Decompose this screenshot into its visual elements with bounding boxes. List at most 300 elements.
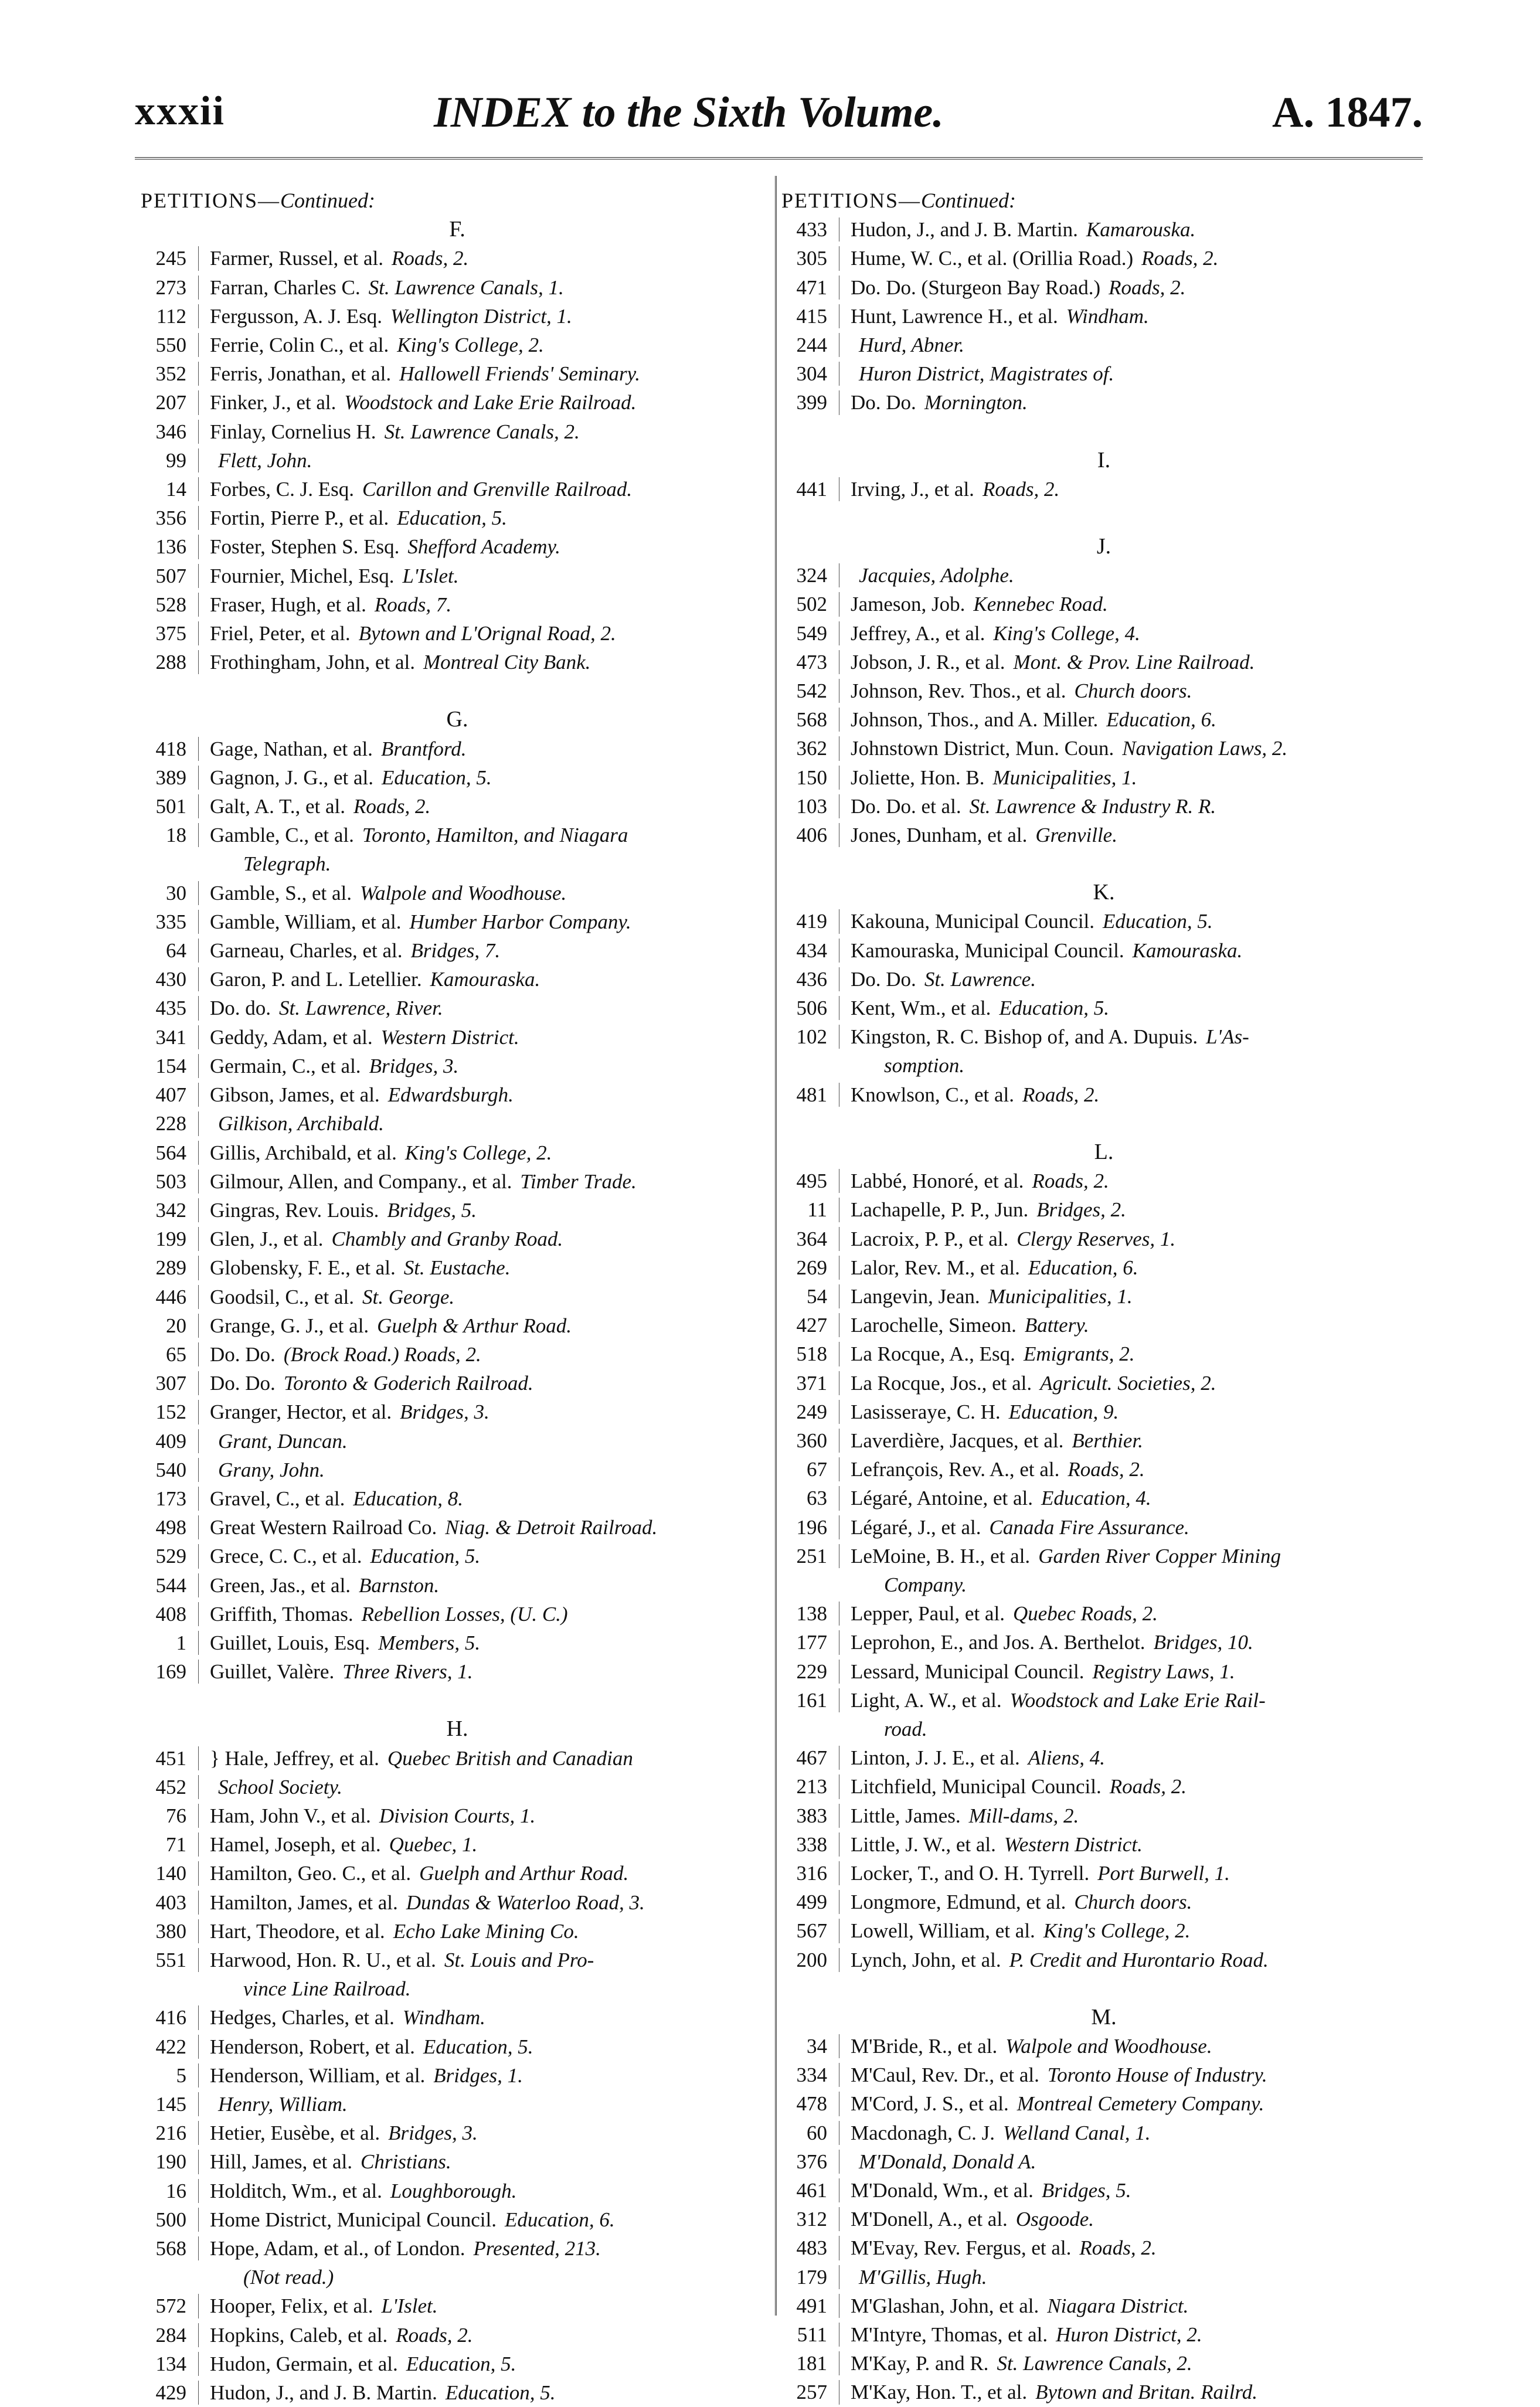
entry-rule (198, 333, 199, 357)
entry-number: 356 (155, 506, 186, 530)
entry-number: 375 (155, 622, 186, 645)
index-entry (781, 1772, 1426, 1801)
section-letter: L. (1094, 1139, 1114, 1164)
index-entry (141, 2177, 774, 2205)
entry-topic: Carillon and Grenville Railroad. (362, 478, 633, 501)
entry-number: 529 (155, 1545, 186, 1568)
entry-name: Guillet, Louis, Esq. (210, 1631, 370, 1654)
entry-topic: Edwardsburgh. (387, 1083, 514, 1107)
entry-number: 352 (155, 362, 186, 386)
entry-name: M'Intyre, Thomas, et al. (851, 2323, 1048, 2347)
index-entry (781, 648, 1426, 676)
entry-name: Gilmour, Allen, and Company., et al. (210, 1169, 512, 1193)
entry-number: 1 (176, 1631, 186, 1654)
entry-rule (198, 390, 199, 414)
entry-number: 407 (155, 1083, 186, 1107)
index-entry (781, 763, 1426, 792)
entry-topic: Bridges, 5. (387, 1198, 477, 1222)
entry-rule (198, 2063, 199, 2088)
index-entry (781, 1282, 1426, 1311)
index-entry (781, 1080, 1426, 1109)
entry-name: Gibson, James, et al. (210, 1083, 380, 1107)
entry-topic: Education, 9. (1008, 1400, 1119, 1423)
index-entry (781, 2032, 1426, 2061)
entry-name: Kamouraska, Municipal Council. (851, 939, 1124, 962)
entry-rule (198, 1083, 199, 1107)
entry-topic: Battery. (1024, 1314, 1089, 1337)
entry-name: Do. Do. (851, 967, 916, 991)
entry-name: Longmore, Edmund, et al. (851, 1891, 1066, 1914)
section-letter: F. (449, 217, 465, 242)
entry-topic: St. Lawrence Canals, 1. (368, 276, 564, 299)
entry-number: 380 (155, 1919, 186, 1943)
entry-name: } Hale, Jeffrey, et al. (210, 1746, 379, 1770)
entry-number: 334 (796, 2063, 827, 2087)
entry-rule (198, 2035, 199, 2059)
entry-name: Jameson, Job. (851, 593, 966, 616)
entry-name: Kingston, R. C. Bishop of, and A. Dupuis. (851, 1025, 1198, 1049)
entry-topic: Bridges, 3. (400, 1400, 489, 1424)
index-entry (781, 965, 1426, 994)
entry-topic: Western District. (380, 1025, 519, 1049)
entry-topic: Bridges, 1. (433, 2063, 523, 2087)
entry-number: 207 (155, 391, 186, 414)
entry-number: 483 (796, 2236, 827, 2260)
entry-name: M'Evay, Rev. Fergus, et al. (851, 2236, 1072, 2260)
entry-topic: Mill-dams, 2. (968, 1804, 1079, 1827)
index-entry (781, 590, 1426, 618)
index-entry (781, 1743, 1426, 1772)
entry-topic: Bridges, 3. (388, 2122, 478, 2145)
entry-topic: Humber Harbor Company. (409, 910, 631, 933)
entry-rule (198, 996, 199, 1020)
entry-topic: Roads, 2. (1079, 2236, 1157, 2260)
entry-name: Hetier, Eusèbe, et al. (210, 2122, 380, 2145)
entry-rule (198, 304, 199, 328)
entry-name: Kakouna, Municipal Council. (851, 910, 1095, 933)
entry-number: 499 (796, 1891, 827, 1914)
index-entry (141, 590, 774, 619)
entry-name: M'Donald, Wm., et al. (851, 2179, 1034, 2202)
entry-topic: Roads, 2. (1022, 1083, 1100, 1106)
year-label: A. 1847. (1272, 89, 1423, 137)
index-entry (141, 1657, 774, 1686)
entry-name: Harwood, Hon. R. U., et al. (210, 1948, 436, 1971)
entry-topic: Niagara District. (1047, 2294, 1189, 2317)
section-letter: K. (1093, 880, 1115, 905)
entry-name: M'Glashan, John, et al. (851, 2294, 1039, 2317)
entry-number: 511 (797, 2323, 827, 2347)
entry-number: 568 (796, 708, 827, 732)
entry-topic: King's College, 2. (1043, 1919, 1191, 1943)
entry-continuation: somption. (884, 1054, 965, 1077)
entry-topic: M'Gillis, Hugh. (859, 2265, 987, 2289)
entry-rule (198, 477, 199, 501)
entry-topic: Bytown and L'Orignal Road, 2. (358, 622, 616, 645)
entry-number: 305 (796, 247, 827, 270)
entry-number: 542 (796, 679, 827, 703)
entry-name: Johnstown District, Mun. Coun. (851, 737, 1114, 760)
entry-continuation: (Not read.) (243, 2266, 334, 2289)
index-entry (781, 1916, 1426, 1945)
entry-topic: Navigation Laws, 2. (1122, 737, 1288, 760)
index-entry (141, 1600, 774, 1629)
entry-name: Little, James. (851, 1804, 961, 1827)
index-entry (141, 1484, 774, 1513)
index-entry (781, 2061, 1426, 2089)
index-entry (141, 504, 774, 532)
entry-rule (198, 1948, 199, 1972)
entry-name: Hume, W. C., et al. (Orillia Road.) (851, 247, 1134, 270)
entry-number: 161 (796, 1688, 827, 1712)
entry-rule (198, 1515, 199, 1539)
section-gap (141, 1686, 774, 1715)
entry-number: 304 (796, 362, 827, 386)
index-entry (141, 2119, 774, 2147)
entry-number: 152 (155, 1400, 186, 1424)
entry-number: 461 (796, 2179, 827, 2202)
index-entry (141, 1629, 774, 1657)
entry-rule (198, 1602, 199, 1626)
entry-rule (198, 564, 199, 588)
entry-name: Langevin, Jean. (851, 1284, 980, 1308)
entry-rule (198, 2208, 199, 2232)
entry-topic: Education, 6. (1028, 1256, 1138, 1279)
entry-topic: Huron District, Magistrates of. (859, 362, 1114, 386)
entry-rule (198, 1487, 199, 1511)
entry-number: 478 (796, 2092, 827, 2116)
index-entry (781, 2176, 1426, 2205)
page-header (0, 88, 1540, 152)
entry-rule (198, 1804, 199, 1828)
index-entry (781, 2089, 1426, 2118)
entry-name: Foster, Stephen S. Esq. (210, 535, 400, 559)
entry-topic: Church doors. (1074, 679, 1192, 703)
entry-number: 540 (155, 1458, 186, 1481)
entry-topic: St. Lawrence Canals, 2. (997, 2352, 1192, 2375)
index-entry (781, 1253, 1426, 1282)
index-entry (781, 792, 1426, 821)
entry-number: 572 (155, 2294, 186, 2318)
entry-name: Hope, Adam, et al., of London. (210, 2237, 465, 2260)
entry-number: 76 (166, 1804, 186, 1827)
entry-name: Hamilton, James, et al. (210, 1891, 398, 1914)
entry-number: 436 (796, 967, 827, 991)
index-entry (781, 2233, 1426, 2262)
entry-number: 20 (166, 1314, 186, 1337)
entry-rule (198, 1169, 199, 1194)
entry-topic: Bridges, 5. (1041, 2179, 1131, 2202)
entry-rule (198, 276, 199, 300)
entry-number: 501 (155, 795, 186, 818)
entry-number: 64 (166, 939, 186, 963)
entry-number: 138 (796, 1602, 827, 1626)
entry-number: 418 (155, 737, 186, 760)
index-entry (141, 2205, 774, 2234)
entry-name: Joliette, Hon. B. (851, 766, 985, 789)
entry-rule (198, 881, 199, 905)
entry-number: 244 (796, 334, 827, 357)
entry-name: M'Kay, P. and R. (851, 2352, 989, 2375)
entry-name: Légaré, J., et al. (851, 1515, 981, 1539)
entry-name: Macdonagh, C. J. (851, 2121, 995, 2144)
entry-number: 5 (176, 2063, 186, 2087)
entry-number: 228 (155, 1112, 186, 1135)
entry-topic: Wellington District, 1. (390, 304, 572, 328)
entry-number: 16 (166, 2179, 186, 2202)
entry-number: 389 (155, 766, 186, 789)
index-entry (141, 1109, 774, 1138)
entry-number: 18 (166, 824, 186, 847)
heading-main: PETITIONS— (781, 189, 921, 212)
entry-rule (198, 1400, 199, 1424)
entry-rule (198, 2381, 199, 2405)
entry-topic: Toronto & Goderich Railroad. (283, 1372, 533, 1395)
entry-number: 335 (155, 910, 186, 933)
entry-name: La Rocque, Jos., et al. (851, 1371, 1032, 1395)
entry-rule (198, 910, 199, 934)
index-entry (141, 1946, 774, 1974)
column-divider (775, 176, 777, 2316)
entry-name: Germain, C., et al. (210, 1054, 361, 1077)
entry-number: 415 (796, 304, 827, 328)
entry-name: Ferris, Jonathan, et al. (210, 362, 392, 386)
entry-number: 169 (155, 1660, 186, 1684)
index-entry (141, 907, 774, 936)
entry-number: 551 (155, 1948, 186, 1971)
index-entry (781, 215, 1426, 244)
entry-number: 473 (796, 650, 827, 674)
entry-rule (198, 1227, 199, 1251)
entry-name: Do. Do. (851, 391, 916, 414)
entry-continuation: road. (884, 1717, 927, 1740)
index-entry (781, 244, 1426, 273)
entry-topic: Timber Trade. (520, 1169, 637, 1193)
entry-topic: Toronto House of Industry. (1047, 2063, 1267, 2087)
entry-topic: Windham. (1066, 304, 1149, 328)
entry-topic: L'Islet. (381, 2294, 438, 2318)
entry-topic: Bridges, 2. (1036, 1198, 1126, 1222)
entry-topic: Division Courts, 1. (379, 1804, 536, 1827)
index-entry (141, 936, 774, 965)
entry-rule (198, 1256, 199, 1280)
entry-topic: Presented, 213. (473, 2237, 601, 2260)
entry-topic: P. Credit and Hurontario Road. (1009, 1948, 1269, 1971)
entry-name: Lachapelle, P. P., Jun. (851, 1198, 1029, 1222)
index-entry (141, 2061, 774, 2090)
entry-name: Hunt, Lawrence H., et al. (851, 304, 1058, 328)
entry-topic: M'Donald, Donald A. (859, 2150, 1036, 2173)
index-entry (781, 1167, 1426, 1195)
entry-number: 452 (155, 1775, 186, 1799)
index-entry (781, 2147, 1426, 2176)
section-gap (781, 1109, 1426, 1138)
entry-topic: King's College, 2. (397, 334, 544, 357)
index-entry (141, 1225, 774, 1253)
index-entry (141, 532, 774, 561)
entry-name: Lepper, Paul, et al. (851, 1602, 1005, 1626)
entry-topic: Port Burwell, 1. (1097, 1861, 1230, 1885)
entry-name: Jeffrey, A., et al. (851, 621, 985, 645)
index-entry (141, 1571, 774, 1600)
index-entry (781, 907, 1426, 936)
section-gap (141, 676, 774, 705)
entry-name: Farmer, Russel, et al. (210, 247, 384, 270)
entry-topic: Roads, 2. (1109, 276, 1186, 299)
entry-number: 481 (796, 1083, 827, 1106)
entry-name: Litchfield, Municipal Council. (851, 1775, 1102, 1799)
index-entry (141, 302, 774, 331)
entry-topic: Barnston. (359, 1573, 440, 1597)
entry-rule (198, 766, 199, 790)
entry-topic: Education, 5. (999, 997, 1110, 1020)
entry-topic: Roads, 2. (982, 477, 1060, 501)
entry-name: Lowell, William, et al. (851, 1919, 1035, 1943)
entry-topic: Education, 5. (406, 2352, 516, 2375)
entry-topic: Roads, 2. (353, 795, 431, 818)
index-entry (141, 475, 774, 504)
index-entry (781, 1830, 1426, 1859)
entry-name: Green, Jas., et al. (210, 1573, 351, 1597)
column-heading (781, 186, 1426, 215)
entry-name: Jobson, J. R., et al. (851, 650, 1005, 674)
index-entry (141, 1773, 774, 1801)
entry-name: Holditch, Wm., et al. (210, 2179, 382, 2202)
index-entry (781, 1398, 1426, 1426)
entry-number: 54 (807, 1284, 827, 1308)
entry-number: 181 (796, 2352, 827, 2375)
entry-name: LeMoine, B. H., et al. (851, 1544, 1031, 1568)
entry-number: 245 (155, 247, 186, 270)
entry-topic: Education, 6. (504, 2208, 615, 2231)
index-entry (141, 763, 774, 792)
entry-name: Lessard, Municipal Council. (851, 1660, 1085, 1683)
entry-rule (198, 1660, 199, 1684)
index-entry (781, 821, 1426, 849)
index-entry (781, 359, 1426, 388)
entry-name: Ferrie, Colin C., et al. (210, 334, 389, 357)
entry-number: 451 (155, 1746, 186, 1770)
entry-number: 544 (155, 1573, 186, 1597)
entry-name: Fortin, Pierre P., et al. (210, 506, 389, 530)
entry-name: Fergusson, A. J. Esq. (210, 304, 382, 328)
index-entry (141, 1888, 774, 1917)
column-heading (141, 186, 774, 215)
index-entry (141, 244, 774, 273)
entry-number: 341 (155, 1025, 186, 1049)
entry-topic: Montreal City Bank. (423, 651, 591, 674)
entry-name: M'Caul, Rev. Dr., et al. (851, 2063, 1039, 2087)
entry-topic: Emigrants, 2. (1023, 1342, 1135, 1366)
entry-rule (198, 1775, 199, 1799)
entry-number: 102 (796, 1025, 827, 1049)
entry-number: 307 (155, 1372, 186, 1395)
index-entry (141, 1398, 774, 1426)
entry-number: 60 (807, 2121, 827, 2144)
entry-number: 173 (155, 1487, 186, 1510)
entry-topic: Mornington. (924, 391, 1028, 414)
index-entry (781, 1455, 1426, 1484)
entry-number: 136 (155, 535, 186, 559)
entry-topic: Walpole and Woodhouse. (1005, 2034, 1212, 2058)
entry-name: Friel, Peter, et al. (210, 622, 351, 645)
entry-rule (198, 246, 199, 270)
entry-name: Hudon, Germain, et al. (210, 2352, 398, 2375)
entry-name: Johnson, Thos., and A. Miller. (851, 708, 1099, 732)
entry-topic: Quebec British and Canadian (387, 1746, 633, 1770)
entry-number: 346 (155, 420, 186, 443)
entry-rule (198, 1861, 199, 1885)
entry-number: 71 (166, 1833, 186, 1857)
entry-topic: Flett, John. (218, 448, 312, 472)
entry-number: 371 (796, 1371, 827, 1395)
entry-rule (198, 2179, 199, 2203)
entry-topic: Kamarouska. (1086, 218, 1196, 242)
entry-number: 154 (155, 1054, 186, 1077)
entry-topic: Members, 5. (378, 1631, 481, 1654)
entry-number: 564 (155, 1141, 186, 1164)
entry-rule (198, 593, 199, 617)
entry-rule (198, 2121, 199, 2145)
index-entry (141, 1138, 774, 1167)
index-entry (141, 965, 774, 994)
entry-name: Hopkins, Caleb, et al. (210, 2323, 388, 2347)
entry-rule (198, 1458, 199, 1482)
entry-number: 196 (796, 1515, 827, 1539)
entry-name: Henderson, William, et al. (210, 2063, 426, 2087)
index-entry (781, 2378, 1426, 2406)
entry-topic: Rebellion Losses, (U. C.) (361, 1602, 568, 1626)
entry-name: Do. Do. (210, 1342, 276, 1366)
entry-topic: Toronto, Hamilton, and Niagara (362, 824, 628, 847)
entry-number: 145 (155, 2093, 186, 2116)
entry-number: 408 (155, 1602, 186, 1626)
entry-name: Lalor, Rev. M., et al. (851, 1256, 1020, 1279)
index-entry (781, 388, 1426, 417)
entry-name: Larochelle, Simeon. (851, 1314, 1017, 1337)
entry-name: Labbé, Honoré, et al. (851, 1169, 1024, 1193)
entry-rule (198, 1631, 199, 1655)
index-entry (141, 648, 774, 676)
index-entry (141, 417, 774, 446)
entry-number: 179 (796, 2265, 827, 2289)
index-entry (781, 1657, 1426, 1686)
entry-topic: Windham. (402, 2006, 485, 2029)
entry-number: 30 (166, 881, 186, 905)
entry-topic: Education, 5. (445, 2381, 556, 2405)
index-entry (781, 1426, 1426, 1455)
entry-rule (198, 1342, 199, 1366)
entry-topic: Dundas & Waterloo Road, 3. (406, 1891, 645, 1914)
entry-number: 177 (796, 1631, 827, 1654)
entry-name: Galt, A. T., et al. (210, 795, 346, 818)
index-entry (781, 734, 1426, 763)
entry-name: M'Donell, A., et al. (851, 2208, 1008, 2231)
index-entry (141, 1830, 774, 1859)
index-entry (781, 1859, 1426, 1888)
entry-topic: Welland Canal, 1. (1002, 2121, 1151, 2144)
entry-name: Geddy, Adam, et al. (210, 1025, 373, 1049)
entry-topic: St. Lawrence Canals, 2. (384, 420, 580, 443)
section-gap (781, 417, 1426, 446)
entry-number: 67 (807, 1458, 827, 1481)
entry-name: Jones, Dunham, et al. (851, 824, 1028, 847)
entry-number: 249 (796, 1400, 827, 1423)
entry-rule (198, 737, 199, 761)
entry-topic: King's College, 4. (993, 621, 1140, 645)
entry-topic: Guelph & Arthur Road. (377, 1314, 572, 1337)
entry-number: 399 (796, 391, 827, 414)
